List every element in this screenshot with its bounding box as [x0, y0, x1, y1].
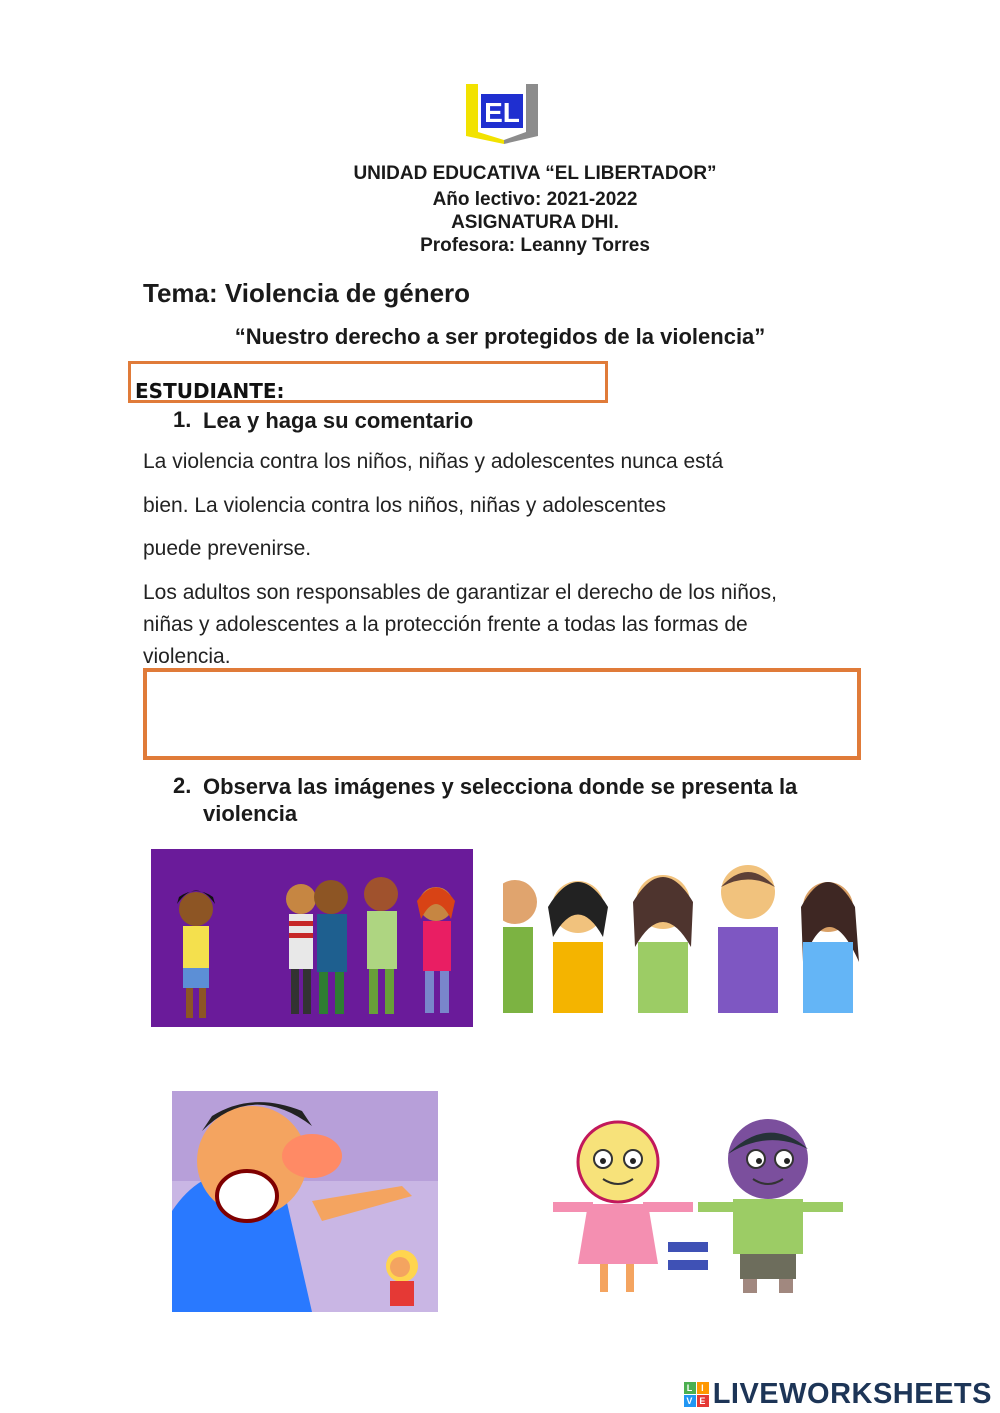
comment-answer-box[interactable]	[143, 668, 861, 760]
liveworksheets-watermark	[684, 1378, 992, 1411]
badge-letter: V	[684, 1395, 696, 1407]
school-year: Año lectivo: 2021-2022	[432, 189, 638, 210]
question-2-text: Observa las imágenes y selecciona donde se presenta la violencia	[203, 774, 798, 826]
watermark-text: LIVEWORKSHEETS	[712, 1378, 992, 1410]
paragraph-line: puede prevenirse.	[143, 537, 312, 560]
motto: “Nuestro derecho a ser protegidos de la violencia”	[234, 324, 766, 349]
image-equality-kids[interactable]	[548, 1114, 850, 1296]
question-2-number: 2.	[173, 773, 192, 798]
badge-letter: L	[684, 1382, 696, 1394]
school-logo	[464, 80, 540, 144]
subject: ASIGNATURA DHI.	[451, 212, 619, 233]
badge-letter: I	[697, 1382, 709, 1394]
paragraph-line: bien. La violencia contra los niños, niñas y adolescentes	[143, 494, 666, 517]
topic-title: Tema: Violencia de género	[143, 278, 471, 308]
paragraph-line: niñas y adolescentes a la protección frente a todas las formas de	[143, 613, 748, 636]
image-bullying-group[interactable]	[151, 849, 473, 1027]
question-1-text: Lea y haga su comentario	[203, 408, 474, 433]
paragraph-line: Los adultos son responsables de garantizar el derecho de los niños,	[143, 581, 777, 604]
paragraph-line: La violencia contra los niños, niñas y adolescentes nunca está	[143, 450, 724, 473]
paragraph-line: violencia.	[143, 645, 231, 668]
badge-letter: E	[697, 1395, 709, 1407]
question-1-number: 1.	[173, 407, 192, 432]
student-label: ESTUDIANTE:	[135, 379, 285, 403]
image-angry-man[interactable]	[172, 1091, 438, 1312]
teacher: Profesora: Leanny Torres	[420, 235, 650, 256]
liveworksheets-badge-icon	[684, 1382, 709, 1407]
school-name: UNIDAD EDUCATIVA “EL LIBERTADOR”	[353, 163, 717, 184]
logo-text: EL	[484, 97, 520, 128]
image-friends-group[interactable]	[503, 852, 861, 1013]
